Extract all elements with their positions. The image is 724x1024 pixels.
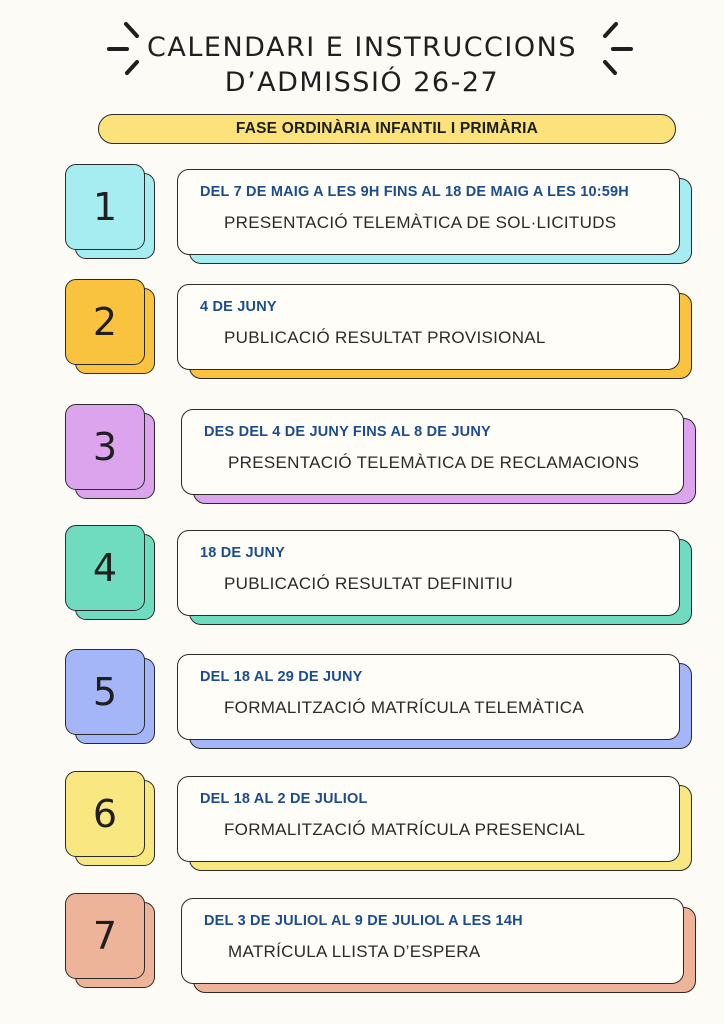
- step-number-badge: 5: [65, 649, 145, 735]
- step-number-badge: 6: [65, 771, 145, 857]
- title-line-2: D’ADMISSIÓ 26-27: [224, 67, 500, 98]
- step-date: 4 DE JUNY: [200, 299, 277, 315]
- step-number-badge: 2: [65, 279, 145, 365]
- step-card: [177, 284, 680, 370]
- phase-banner: FASE ORDINÀRIA INFANTIL I PRIMÀRIA: [98, 114, 676, 144]
- step-number-badge: 7: [65, 893, 145, 979]
- step-date: DEL 18 AL 29 DE JUNY: [200, 669, 363, 685]
- step-number-badge: 3: [65, 404, 145, 490]
- step-description: MATRÍCULA LLISTA D’ESPERA: [228, 942, 481, 961]
- step-card: [181, 409, 684, 495]
- title-line-1: CALENDARI E INSTRUCCIONS: [147, 32, 577, 63]
- step-description: PUBLICACIÓ RESULTAT PROVISIONAL: [224, 328, 546, 347]
- step-description: PRESENTACIÓ TELEMÀTICA DE RECLAMACIONS: [228, 453, 640, 472]
- step-number-badge: 4: [65, 525, 145, 611]
- sparkle-right-icon: [596, 18, 636, 78]
- step-date: DEL 3 DE JULIOL AL 9 DE JULIOL A LES 14H: [204, 913, 523, 929]
- step-description: FORMALITZACIÓ MATRÍCULA TELEMÀTICA: [224, 698, 585, 717]
- step-number-badge: 1: [65, 164, 145, 250]
- step-card: [177, 530, 680, 616]
- step-description: FORMALITZACIÓ MATRÍCULA PRESENCIAL: [224, 820, 586, 839]
- sparkle-left-icon: [106, 18, 146, 78]
- step-date: DEL 18 AL 2 DE JULIOL: [200, 791, 368, 807]
- step-card: [181, 898, 684, 984]
- step-date: 18 DE JUNY: [200, 545, 286, 561]
- step-card: [177, 654, 680, 740]
- step-date: DES DEL 4 DE JUNY FINS AL 8 DE JUNY: [204, 424, 491, 440]
- step-card: [177, 776, 680, 862]
- step-card: [177, 169, 680, 255]
- step-date: DEL 7 DE MAIG A LES 9H FINS AL 18 DE MAIG A LES 10:59H: [200, 184, 629, 200]
- step-description: PRESENTACIÓ TELEMÀTICA DE SOL·LICITUDS: [224, 213, 617, 232]
- step-description: PUBLICACIÓ RESULTAT DEFINITIU: [224, 574, 513, 593]
